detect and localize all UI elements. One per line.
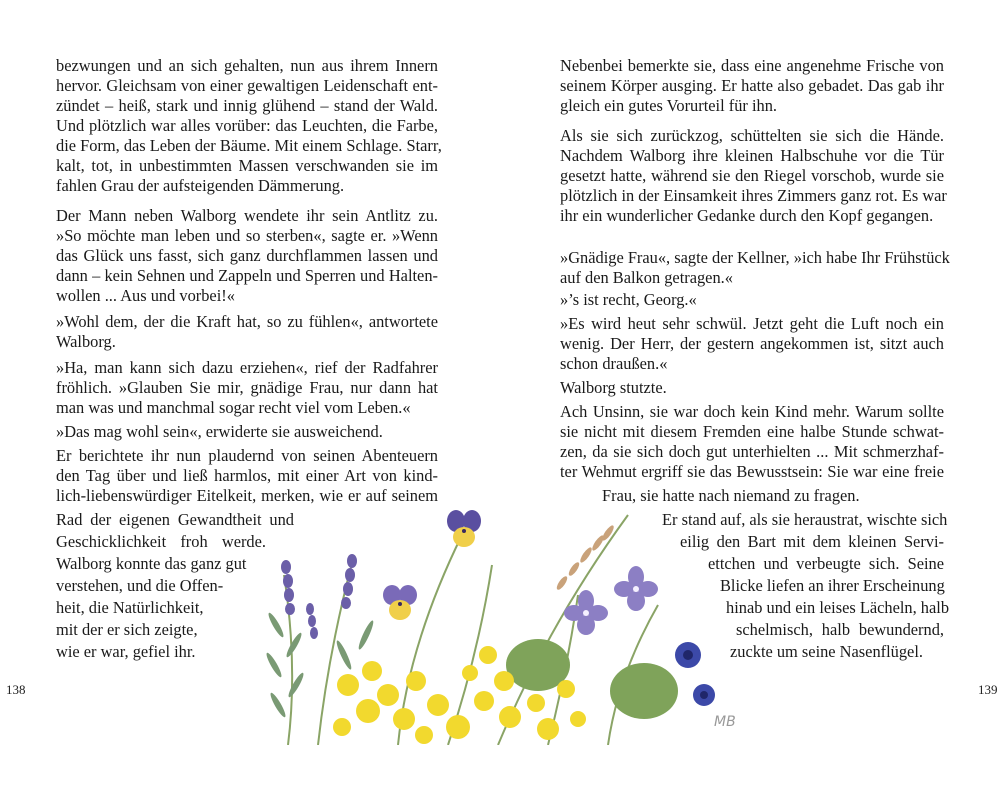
right-page-text-line: seinem Körper ausging. Er hatte also gebadet. Das gab ihr (560, 76, 944, 95)
right-page-text-line: Als sie sich zurückzog, schüttelten sie sich die Hände. (560, 126, 944, 145)
left-page-text-line: verstehen, und die Offen- (56, 576, 224, 595)
left-page-text-line: »So möchte man leben und so sterben«, sagte er. »Wenn (56, 226, 438, 245)
left-page-text-line: »Das mag wohl sein«, erwiderte sie ausweichend. (56, 422, 383, 441)
right-page-text-line: zuckte um seine Nasenflügel. (730, 642, 923, 661)
right-page-text-line: »Es wird heut sehr schwül. Jetzt geht die Luft noch ein (560, 314, 944, 333)
page-number-left: 138 (6, 682, 26, 697)
left-page-text-line: den Tag über und ließ harmlos, mit einer Art von kind- (56, 466, 438, 485)
violet-flowers (564, 566, 658, 635)
right-page-text-line: eilig den Bart mit dem kleinen Servi- (680, 532, 944, 551)
left-page-text-line: Rad der eigenen Gewandtheit und (56, 510, 294, 529)
right-page-text-line: Walborg stutzte. (560, 378, 667, 397)
page-number-right: 139 (978, 682, 998, 697)
left-page-text-line: hervor. Gleichsam von einer gewaltigen Leidenschaft ent- (56, 76, 438, 95)
right-page-text-line: »’s ist recht, Georg.« (560, 290, 697, 309)
left-page-text-line: wollen ... Aus und vorbei!« (56, 286, 235, 305)
left-page-text-line: man was und manchmal sogar recht viel vom Leben.« (56, 398, 411, 417)
left-page-text-line: zündet – heiß, stark und innig glühend – stand der Wald. (56, 96, 438, 115)
rosemary-leaves (264, 611, 375, 718)
left-page-text-line: das Glück uns fasst, sich ganz durchflammen lassen und (56, 246, 438, 265)
right-page-text-line: auf den Balkon getragen.« (560, 268, 733, 287)
left-page-text-line: Geschicklichkeit froh werde. (56, 532, 266, 551)
left-page-text-line: Der Mann neben Walborg wendete ihr sein Antlitz zu. (56, 206, 438, 225)
left-page-text-line: Er berichtete ihr nun plaudernd von seinen Abenteuern (56, 446, 438, 465)
illustrator-signature: MB (714, 714, 736, 730)
right-page-text-line: ter Wehmut ergriff sie das Bewusstsein: Sie war eine freie (560, 462, 944, 481)
left-page-text-line: Walborg. (56, 332, 116, 351)
right-page-text-line: »Gnädige Frau«, sagte der Kellner, »ich habe Ihr Frühstück (560, 248, 950, 267)
right-page-text-line: Nachdem Walborg ihre kleinen Halbschuhe vor die Tür (560, 146, 944, 165)
right-page-text-line: gleich ein gutes Vorurteil für ihn. (560, 96, 777, 115)
left-page-text-line: »Ha, man kann sich dazu erziehen«, rief der Radfahrer (56, 358, 438, 377)
left-page-text-line: lich-liebenswürdiger Eitelkeit, merken, wie er auf seinem (56, 486, 438, 505)
right-page-text-line: Er stand auf, als sie heraustrat, wischte sich (662, 510, 948, 529)
right-page-text-line: schon draußen.« (560, 354, 668, 373)
cornflower-flowers (675, 642, 715, 706)
left-page-text-line: fahlen Grau der aufsteigenden Dämmerung. (56, 176, 345, 195)
right-page-text-line: plötzlich in der Einsamkeit ihres Zimmers ganz rot. Es war (560, 186, 947, 205)
left-page-text-line: Und plötzlich war alles vorüber: das Leuchten, die Farbe, (56, 116, 438, 135)
right-page-text-line: Ach Unsinn, sie war doch kein Kind mehr. Warum sollte (560, 402, 944, 421)
right-page-text-line: ihr ein wunderlicher Gedanke durch den Kopf gegangen. (560, 206, 934, 225)
right-page-text-line: gesetzt hatte, während sie den Riegel vorschob, wurde sie (560, 166, 944, 185)
right-page-text-line: Nebenbei bemerkte sie, dass eine angenehme Frische von (560, 56, 944, 75)
right-page-text-line: wenig. Der Herr, der gestern angekommen ist, sitzt auch (560, 334, 944, 353)
flower-stems (284, 515, 658, 745)
left-page-text-line: die Form, das Leben der Bäume. Mit einem Schlage. Starr, (56, 136, 442, 155)
right-page-text-line: zen, da sie sich doch gut unterhielten ... Mit schmerzhaf- (560, 442, 944, 461)
right-page-text-line: Blicke liefen an ihrer Erscheinung (720, 576, 945, 595)
right-page-text-line: sie nicht mit diesem Fremden eine halbe Stunde schwat- (560, 422, 944, 441)
left-page-text-line: Walborg konnte das ganz gut (56, 554, 247, 573)
right-page-text-line: Frau, sie hatte nach niemand zu fragen. (602, 486, 860, 505)
right-page-text-line: ettchen und verbeugte sich. Seine (708, 554, 944, 573)
left-page-text-line: mit der er sich zeigte, (56, 620, 198, 639)
right-page-text-line: hinab und ein leises Lächeln, halb (726, 598, 950, 617)
left-page-text-line: »Wohl dem, der die Kraft hat, so zu fühlen«, antwortete (56, 312, 438, 331)
left-page-text-line: kalt, tot, in unbestimmten Massen verschwanden sie im (56, 156, 438, 175)
lavender-spikes (281, 554, 357, 639)
left-page-text-line: wie er war, gefiel ihr. (56, 642, 196, 661)
grass-ears (555, 524, 616, 591)
right-page-text-line: schelmisch, halb bewundernd, (736, 620, 944, 639)
left-page-text-line: heit, die Natürlichkeit, (56, 598, 204, 617)
left-page-text-line: dann – kein Sehnen und Zappeln und Sperren und Halten- (56, 266, 438, 285)
left-page-text-line: fröhlich. »Glauben Sie mir, gnädige Frau, nur dann hat (56, 378, 438, 397)
wildflower-illustration (248, 505, 730, 745)
left-page-text-line: bezwungen und an sich gehalten, nun aus ihrem Innern (56, 56, 438, 75)
